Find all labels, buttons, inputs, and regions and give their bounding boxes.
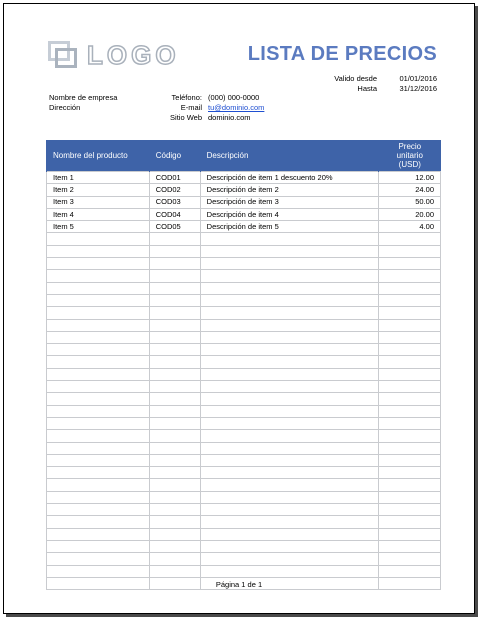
empty-cell (47, 282, 150, 294)
empty-cell (149, 319, 200, 331)
website-label: Sitio Web (170, 113, 202, 122)
empty-cell (149, 233, 200, 245)
valid-from-value: 01/01/2016 (399, 74, 437, 83)
valid-from-row (334, 74, 437, 84)
table-body (47, 172, 441, 590)
valid-from-label: Valido desde (334, 74, 377, 83)
empty-cell (149, 528, 200, 540)
table-row-empty (47, 319, 441, 331)
empty-cell (149, 553, 200, 565)
empty-cell (379, 270, 441, 282)
empty-cell (47, 430, 150, 442)
email-row (154, 103, 264, 113)
empty-cell (149, 356, 200, 368)
table-row-empty (47, 491, 441, 503)
column-header-price: Precio unitario (USD) (379, 140, 441, 172)
empty-cell (200, 491, 378, 503)
empty-cell (47, 516, 150, 528)
column-header-code: Código (149, 140, 200, 172)
empty-cell (379, 307, 441, 319)
document-page (3, 3, 475, 614)
email-label: E-mail (180, 103, 202, 112)
table-row-empty (47, 553, 441, 565)
company-name: Nombre de empresa (49, 93, 118, 102)
empty-cell (379, 491, 441, 503)
table-header-row (47, 140, 441, 172)
empty-cell (149, 405, 200, 417)
empty-cell (149, 282, 200, 294)
table-row-empty (47, 344, 441, 356)
empty-cell (47, 245, 150, 257)
empty-cell (200, 467, 378, 479)
empty-cell (149, 294, 200, 306)
empty-cell (47, 307, 150, 319)
empty-cell (200, 405, 378, 417)
empty-cell (47, 467, 150, 479)
empty-cell (200, 233, 378, 245)
table-row-empty (47, 258, 441, 270)
email-link[interactable]: tu@dominio.com (208, 103, 265, 112)
table-row-empty (47, 245, 441, 257)
empty-cell (379, 282, 441, 294)
cell-price: 50.00 (379, 196, 441, 208)
empty-cell (379, 405, 441, 417)
table-row-empty (47, 442, 441, 454)
cell-code: COD01 (149, 172, 200, 184)
cell-product: Item 3 (47, 196, 150, 208)
empty-cell (379, 540, 441, 552)
empty-cell (47, 565, 150, 577)
empty-cell (47, 233, 150, 245)
empty-cell (47, 442, 150, 454)
empty-cell (47, 553, 150, 565)
empty-cell (149, 393, 200, 405)
empty-cell (200, 540, 378, 552)
table-row-empty (47, 504, 441, 516)
table-row-empty (47, 233, 441, 245)
empty-cell (47, 381, 150, 393)
empty-cell (379, 368, 441, 380)
empty-cell (200, 307, 378, 319)
empty-cell (200, 528, 378, 540)
table-row-empty (47, 417, 441, 429)
empty-cell (200, 282, 378, 294)
table-row-empty (47, 393, 441, 405)
table-row (47, 184, 441, 196)
empty-cell (149, 516, 200, 528)
website-row (154, 113, 264, 123)
valid-to-row (334, 84, 437, 94)
empty-cell (379, 344, 441, 356)
table-row (47, 172, 441, 184)
contact-block (154, 93, 264, 123)
empty-cell (200, 553, 378, 565)
table-row-empty (47, 381, 441, 393)
table-row-empty (47, 540, 441, 552)
table-row-empty (47, 565, 441, 577)
empty-cell (47, 479, 150, 491)
table-row-empty (47, 331, 441, 343)
table-row-empty (47, 368, 441, 380)
table-row-empty (47, 467, 441, 479)
cell-description: Descripción de item 5 (200, 221, 378, 233)
empty-cell (47, 417, 150, 429)
logo-text: LOGO (87, 40, 180, 70)
cell-description: Descripción de item 3 (200, 196, 378, 208)
empty-cell (200, 479, 378, 491)
empty-cell (200, 417, 378, 429)
cell-price: 12.00 (379, 172, 441, 184)
cell-code: COD02 (149, 184, 200, 196)
empty-cell (149, 331, 200, 343)
empty-cell (200, 344, 378, 356)
empty-cell (200, 356, 378, 368)
empty-cell (200, 504, 378, 516)
empty-cell (200, 393, 378, 405)
empty-cell (149, 540, 200, 552)
empty-cell (47, 331, 150, 343)
empty-cell (200, 368, 378, 380)
empty-cell (379, 233, 441, 245)
empty-cell (379, 245, 441, 257)
empty-cell (200, 516, 378, 528)
empty-cell (47, 368, 150, 380)
empty-cell (47, 504, 150, 516)
empty-cell (379, 467, 441, 479)
cell-product: Item 5 (47, 221, 150, 233)
empty-cell (47, 454, 150, 466)
empty-cell (149, 368, 200, 380)
empty-cell (379, 356, 441, 368)
cell-product: Item 4 (47, 208, 150, 220)
empty-cell (149, 344, 200, 356)
cell-price: 4.00 (379, 221, 441, 233)
company-block (49, 93, 117, 113)
validity-block (334, 74, 437, 94)
table-row (47, 221, 441, 233)
empty-cell (47, 405, 150, 417)
page-title: LISTA DE PRECIOS (247, 43, 437, 65)
phone-label: Teléfono: (171, 93, 202, 102)
empty-cell (149, 417, 200, 429)
page-footer: Página 1 de 1 (215, 580, 263, 589)
table-row-empty (47, 405, 441, 417)
logo (48, 41, 180, 69)
cell-description: Descripción de item 4 (200, 208, 378, 220)
cell-description: Descripción de item 1 descuento 20% (200, 172, 378, 184)
empty-cell (149, 245, 200, 257)
table-row (47, 208, 441, 220)
cell-description: Descripción de item 2 (200, 184, 378, 196)
empty-cell (379, 319, 441, 331)
empty-cell (47, 491, 150, 503)
empty-cell (149, 565, 200, 577)
empty-cell (379, 516, 441, 528)
empty-cell (379, 528, 441, 540)
table-row-empty (47, 294, 441, 306)
empty-cell (47, 540, 150, 552)
empty-cell (149, 258, 200, 270)
empty-cell (379, 417, 441, 429)
cell-product: Item 2 (47, 184, 150, 196)
empty-cell (379, 454, 441, 466)
phone-row (154, 93, 264, 103)
table-row-empty (47, 307, 441, 319)
empty-cell (379, 430, 441, 442)
empty-cell (47, 344, 150, 356)
valid-to-label: Hasta (357, 84, 377, 93)
empty-cell (149, 307, 200, 319)
empty-cell (379, 294, 441, 306)
cell-code: COD05 (149, 221, 200, 233)
empty-cell (379, 479, 441, 491)
empty-cell (149, 454, 200, 466)
empty-cell (200, 319, 378, 331)
empty-cell (47, 319, 150, 331)
empty-cell (47, 356, 150, 368)
empty-cell (149, 430, 200, 442)
empty-cell (149, 442, 200, 454)
empty-cell (379, 504, 441, 516)
empty-cell (379, 381, 441, 393)
cell-price: 20.00 (379, 208, 441, 220)
empty-cell (47, 294, 150, 306)
column-header-description: Descripción (200, 140, 378, 172)
table-row-empty (47, 356, 441, 368)
table-row-empty (47, 479, 441, 491)
valid-to-value: 31/12/2016 (399, 84, 437, 93)
empty-cell (149, 381, 200, 393)
empty-cell (149, 504, 200, 516)
table-row-empty (47, 270, 441, 282)
empty-cell (200, 430, 378, 442)
column-header-product: Nombre del producto (47, 140, 150, 172)
cell-code: COD03 (149, 196, 200, 208)
cell-product: Item 1 (47, 172, 150, 184)
empty-cell (47, 393, 150, 405)
empty-cell (200, 381, 378, 393)
table-row-empty (47, 282, 441, 294)
table-row-empty (47, 430, 441, 442)
website-value: dominio.com (208, 113, 251, 122)
logo-squares-icon (48, 41, 78, 69)
empty-cell (379, 258, 441, 270)
empty-cell (47, 258, 150, 270)
empty-cell (149, 491, 200, 503)
empty-cell (200, 565, 378, 577)
table-row (47, 196, 441, 208)
empty-cell (200, 245, 378, 257)
empty-cell (149, 467, 200, 479)
table-row-empty (47, 454, 441, 466)
empty-cell (200, 270, 378, 282)
empty-cell (379, 553, 441, 565)
empty-cell (149, 270, 200, 282)
empty-cell (200, 454, 378, 466)
empty-cell (47, 270, 150, 282)
empty-cell (200, 331, 378, 343)
empty-cell (149, 479, 200, 491)
empty-cell (379, 565, 441, 577)
phone-value: (000) 000-0000 (208, 93, 260, 102)
price-table (46, 140, 441, 590)
empty-cell (200, 442, 378, 454)
cell-code: COD04 (149, 208, 200, 220)
empty-cell (200, 258, 378, 270)
table-row-empty (47, 516, 441, 528)
cell-price: 24.00 (379, 184, 441, 196)
empty-cell (379, 442, 441, 454)
table-row-empty (47, 528, 441, 540)
empty-cell (200, 294, 378, 306)
company-address: Dirección (49, 103, 81, 112)
empty-cell (379, 393, 441, 405)
empty-cell (379, 331, 441, 343)
empty-cell (47, 528, 150, 540)
